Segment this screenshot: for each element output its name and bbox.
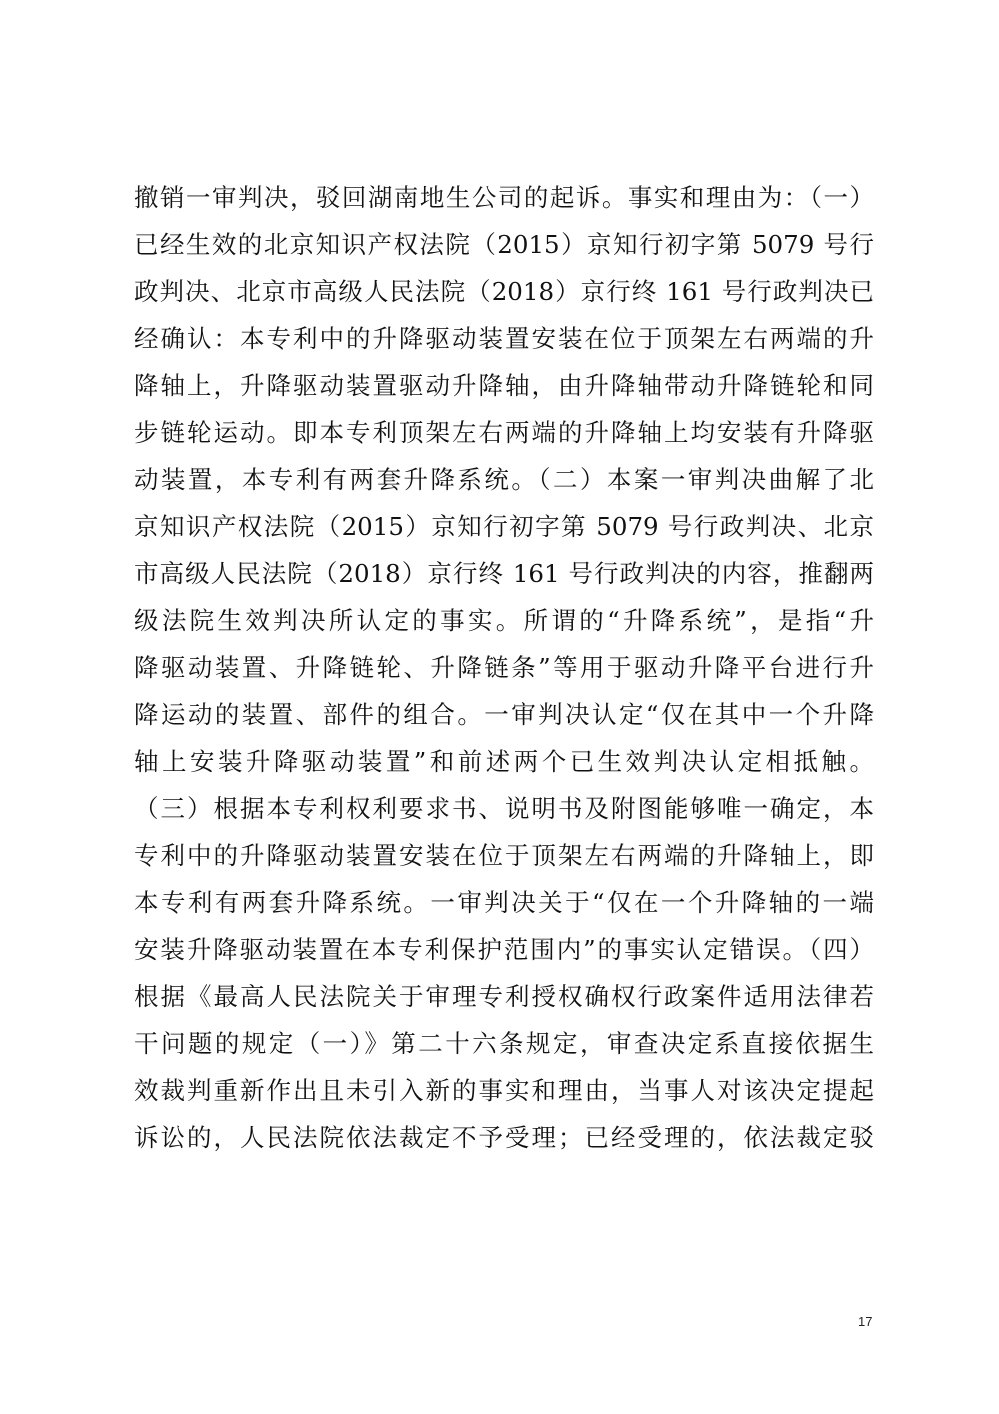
text-line: 专利中的升降驱动装置安装在位于顶架左右两端的升降轴上，即 xyxy=(134,841,874,870)
text-line: 已经生效的北京知识产权法院（2015）京知行初字第 5079 号行 xyxy=(134,230,874,259)
page-number: 17 xyxy=(858,1314,873,1329)
text-line: 本专利有两套升降系统。一审判决关于“仅在一个升降轴的一端 xyxy=(134,888,874,917)
text-line: 干问题的规定（一）》第二十六条规定，审查决定系直接依据生 xyxy=(134,1029,874,1058)
text-line: 诉讼的，人民法院依法裁定不予受理；已经受理的，依法裁定驳 xyxy=(134,1123,874,1152)
text-line: 轴上安装升降驱动装置”和前述两个已生效判决认定相抵触。 xyxy=(134,747,874,776)
text-line: 市高级人民法院（2018）京行终 161 号行政判决的内容，推翻两 xyxy=(134,559,874,588)
body-text xyxy=(134,174,874,1161)
text-line: 降轴上，升降驱动装置驱动升降轴，由升降轴带动升降链轮和同 xyxy=(134,371,874,400)
text-line: 动装置，本专利有两套升降系统。（二）本案一审判决曲解了北 xyxy=(134,465,874,494)
text-line: （三）根据本专利权利要求书、说明书及附图能够唯一确定，本 xyxy=(134,794,874,823)
text-line: 级法院生效判决所认定的事实。所谓的“升降系统”，是指“升 xyxy=(134,606,874,635)
text-line: 效裁判重新作出且未引入新的事实和理由，当事人对该决定提起 xyxy=(134,1076,874,1105)
text-line: 经确认：本专利中的升降驱动装置安装在位于顶架左右两端的升 xyxy=(134,324,874,353)
text-line: 降驱动装置、升降链轮、升降链条”等用于驱动升降平台进行升 xyxy=(134,653,874,682)
text-line: 根据《最高人民法院关于审理专利授权确权行政案件适用法律若 xyxy=(134,982,874,1011)
text-line: 撤销一审判决，驳回湖南地生公司的起诉。事实和理由为：（一） xyxy=(134,183,874,212)
text-line: 政判决、北京市高级人民法院（2018）京行终 161 号行政判决已 xyxy=(134,277,874,306)
text-line: 京知识产权法院（2015）京知行初字第 5079 号行政判决、北京 xyxy=(134,512,874,541)
text-line: 安装升降驱动装置在本专利保护范围内”的事实认定错误。（四） xyxy=(134,935,874,964)
text-line: 降运动的装置、部件的组合。一审判决认定“仅在其中一个升降 xyxy=(134,700,874,729)
text-line: 步链轮运动。即本专利顶架左右两端的升降轴上均安装有升降驱 xyxy=(134,418,874,447)
